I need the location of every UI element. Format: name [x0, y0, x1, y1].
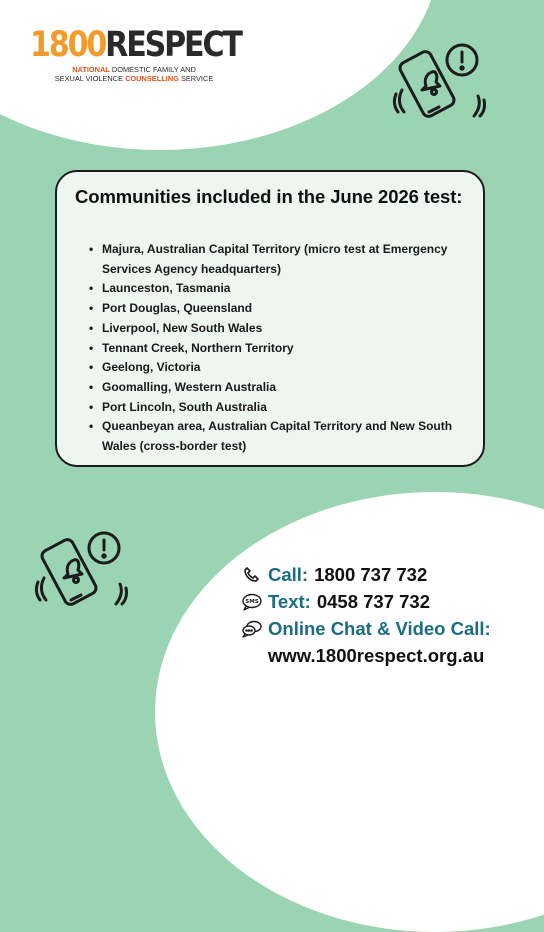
- tagline-line2-start: SEXUAL VIOLENCE: [54, 74, 126, 83]
- list-item: • Geelong, Victoria: [89, 358, 464, 378]
- call-number[interactable]: 1800 737 732: [314, 563, 428, 585]
- list-item: • Port Lincoln, South Australia: [89, 398, 464, 418]
- phone-icon: [242, 566, 262, 584]
- website-link[interactable]: www.1800respect.org.au: [268, 644, 485, 666]
- text-label: Text:: [268, 590, 311, 612]
- list-item: • Port Douglas, Queensland: [89, 299, 464, 319]
- tagline-line2-end: SERVICE: [178, 74, 214, 83]
- tagline-line1: DOMESTIC FAMILY AND: [109, 65, 196, 74]
- sms-icon-text: SMS: [245, 598, 259, 605]
- list-item: • Queanbeyan area, Australian Capital Territory and New South Wales (cross-border test): [89, 417, 464, 456]
- contact-block: [242, 561, 542, 669]
- text-number[interactable]: 0458 737 732: [316, 590, 430, 612]
- tagline-national: NATIONAL: [72, 65, 110, 74]
- chat-row[interactable]: [242, 615, 542, 642]
- logo-number: 1800: [30, 25, 106, 65]
- tagline-counselling: COUNSELLING: [125, 74, 179, 83]
- phone-alert-icon: [34, 526, 134, 626]
- card-title: Communities included in the June 2026 test:: [75, 186, 463, 207]
- phone-alert-icon: [392, 38, 492, 138]
- call-label: Call:: [268, 563, 309, 585]
- call-row[interactable]: [242, 561, 542, 588]
- logo: [30, 26, 260, 83]
- list-item: • Launceston, Tasmania: [89, 279, 464, 299]
- communities-list: [89, 240, 464, 457]
- logo-word: RESPECT: [105, 25, 241, 65]
- communities-card: [55, 170, 485, 467]
- list-item: • Liverpool, New South Wales: [89, 319, 464, 339]
- logo-wordmark: [30, 25, 241, 65]
- text-row[interactable]: [242, 588, 542, 615]
- chat-label[interactable]: Online Chat & Video Call:: [268, 617, 491, 639]
- sms-bubble-icon: [242, 593, 262, 611]
- bottom-white-shape: [155, 492, 544, 932]
- list-item: • Tennant Creek, Northern Territory: [89, 339, 464, 359]
- chat-bubble-icon: [242, 620, 262, 638]
- logo-tagline: [30, 65, 238, 83]
- list-item: • Goomalling, Western Australia: [89, 378, 464, 398]
- list-item: • Majura, Australian Capital Territory (micro test at Emergency Services Agency headquarters): [89, 240, 464, 279]
